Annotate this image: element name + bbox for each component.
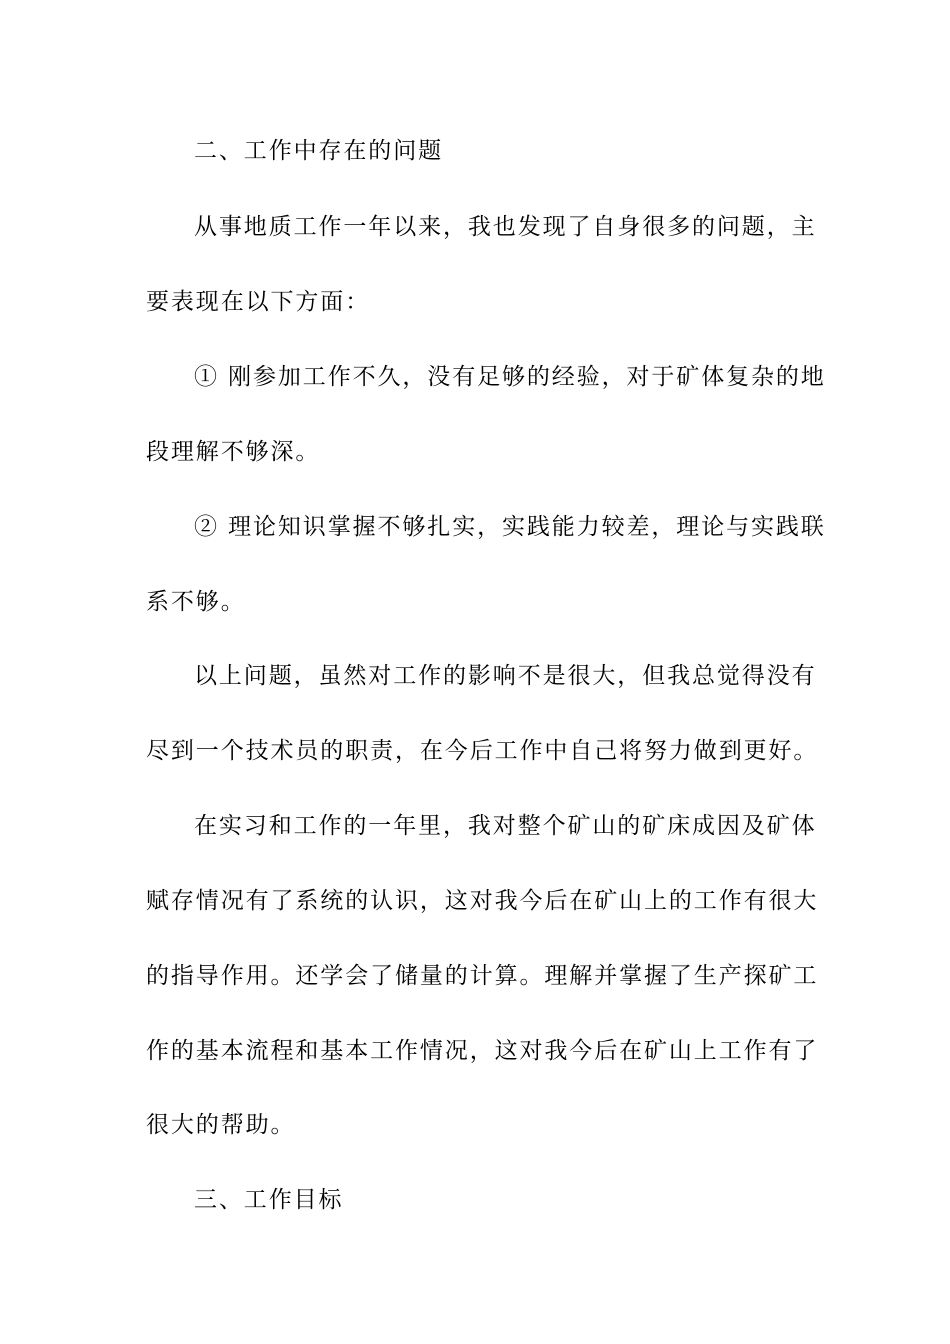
section-heading-problems: 二、工作中存在的问题 (194, 138, 443, 164)
paragraph-line: 从事地质工作一年以来，我也发现了自身很多的问题，主 (194, 214, 817, 240)
paragraph-line: 要表现在以下方面： (146, 289, 371, 315)
list-item-line: ① 刚参加工作不久，没有足够的经验，对于矿体复杂的地 (194, 364, 826, 390)
paragraph-line: 的指导作用。还学会了储量的计算。理解并掌握了生产探矿工 (146, 963, 819, 989)
list-item-line: 系不够。 (146, 589, 246, 615)
paragraph-line: 很大的帮助。 (146, 1112, 296, 1138)
paragraph-line: 在实习和工作的一年里，我对整个矿山的矿床成因及矿体 (194, 813, 817, 839)
list-item-line: ② 理论知识掌握不够扎实，实践能力较差，理论与实践联 (194, 514, 826, 540)
paragraph-line: 赋存情况有了系统的认识，这对我今后在矿山上的工作有很大 (146, 888, 819, 914)
section-heading-goals: 三、工作目标 (194, 1187, 344, 1213)
paragraph-line: 作的基本流程和基本工作情况，这对我今后在矿山上工作有了 (146, 1038, 819, 1064)
paragraph-line: 尽到一个技术员的职责，在今后工作中自己将努力做到更好。 (146, 738, 819, 764)
paragraph-line: 以上问题，虽然对工作的影响不是很大，但我总觉得没有 (194, 663, 817, 689)
list-item-line: 段理解不够深。 (146, 439, 321, 465)
